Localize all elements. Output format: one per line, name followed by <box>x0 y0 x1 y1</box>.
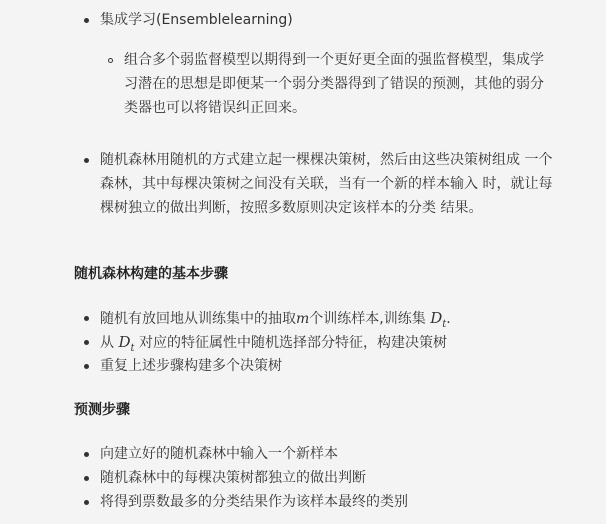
bullet <box>84 364 89 369</box>
bullet <box>84 452 89 457</box>
bullet <box>84 340 89 345</box>
bullet <box>84 18 89 23</box>
step-text-post: 对应的特征属性中随机选择部分特征，构建决策树 <box>134 335 447 351</box>
item-text: 向建立好的随机森林中输入一个新样本 <box>100 446 338 462</box>
step-text-pre: 从 <box>100 335 119 351</box>
bullet <box>84 476 89 481</box>
sub-item-text: 组合多个弱监督模型以期得到一个更好更全面的强监督模型，集成学 习潜在的思想是即便某一个弱分类器得到了错误的预测，其他的弱分 类器也可以将错误纠正回来。 <box>124 52 544 116</box>
bullet <box>84 316 89 321</box>
step-text-mid: 个训练样本,训练集 <box>309 311 431 327</box>
bullet <box>84 500 89 505</box>
item-text <box>100 306 451 331</box>
item-text: 将得到票数最多的分类结果作为该样本最终的类别 <box>100 494 408 510</box>
item-text: 重复上述步骤构建多个决策树 <box>100 358 282 374</box>
item-text: 随机森林用随机的方式建立起一棵棵决策树，然后由这些决策树组成 一个森林，其中每棵决策树之间没有关联，当有一个新的样本输入 时，就让每棵树独立的做出判断，按照多数原则决定该样本的分类 结果。 <box>100 152 553 216</box>
math-m: m <box>296 311 310 327</box>
section-heading-prediction-steps: 预测步骤 <box>74 402 130 418</box>
bullet <box>84 158 89 163</box>
step-text-end: . <box>446 311 451 327</box>
item-text <box>100 330 447 355</box>
math-dt: $D_t$ <box>118 333 135 354</box>
step-text-pre: 随机有放回地从训练集中的抽取 <box>100 311 296 327</box>
item-text: 集成学习(Ensemblelearning) <box>100 12 293 28</box>
item-text: 随机森林中的每棵决策树都独立的做出判断 <box>100 470 366 486</box>
circle-bullet <box>108 58 113 63</box>
section-heading-build-steps: 随机森林构建的基本步骤 <box>74 266 228 282</box>
math-dt: $D_t$ <box>430 309 447 330</box>
